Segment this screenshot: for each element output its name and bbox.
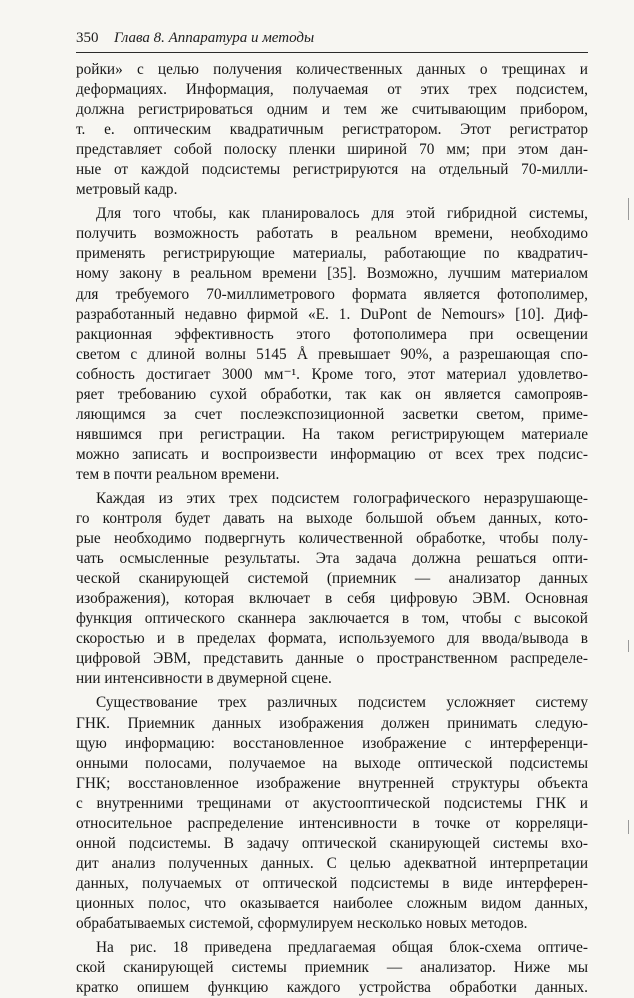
text-line: светом с длиной волны 5145 Å превышает 90%, а разрешающая спо- [76, 345, 588, 363]
text-line: обрабатываемых системой, сформулируем несколько новых методов. [76, 914, 528, 932]
text-line: дит анализ полученных данных. С целью адекватной интерпретации [76, 854, 588, 872]
text-line: онными полосами, получаемое на выходе оптической подсистемы [76, 754, 588, 772]
page-number: 350 [76, 30, 99, 46]
paragraph-2 [76, 204, 588, 485]
text-line: щую информацию: восстановленное изображение с интерференци- [76, 734, 588, 752]
text-line: деформациях. Информация, получаемая от этих трех подсистем, [76, 81, 588, 99]
text-line: собность достигает 3000 мм⁻¹. Кроме того, этот материал удовлетво- [76, 365, 588, 383]
text-line: нии интенсивности в двумерной сцене. [76, 670, 332, 688]
text-line: применять регистрирующие материалы, работающие по квадратич- [76, 245, 588, 263]
running-head [76, 30, 596, 52]
text-line: Существование трех различных подсистем усложняет систему [96, 694, 588, 712]
scan-edge-mark [628, 820, 629, 834]
paragraph-3 [76, 489, 588, 689]
text-line: с внутренними трещинами от акустооптической подсистемы ГНК и [76, 794, 588, 812]
text-line: относительное распределение интенсивности в точке от корреляци- [76, 814, 588, 832]
text-line: цифровой ЭВМ, представить данные о пространственном распределе- [76, 650, 588, 668]
scan-edge-mark [628, 640, 629, 652]
header-rule [76, 52, 588, 53]
text-line: ционных полос, что оказывается наиболее сложным видом данных, [76, 894, 588, 912]
text-line: ряет требованию сухой обработки, так как он является самопрояв- [76, 385, 588, 403]
text-line: Каждая из этих трех подсистем голографического неразрушающе- [96, 489, 588, 507]
text-line: Для того чтобы, как планировалось для этой гибридной системы, [96, 205, 588, 223]
paragraph-5 [76, 938, 588, 998]
text-line: нявшимся при регистрации. На таком регистрирующем материале [76, 425, 588, 443]
text-line: онной подсистемы. В задачу оптической сканирующей системы вхо- [76, 834, 588, 852]
text-line: т. е. оптическим квадратичным регистратором. Этот регистратор [76, 121, 588, 139]
text-line: для требуемого 70-миллиметрового формата является фотополимер, [76, 285, 588, 303]
scan-edge-mark [628, 198, 629, 220]
text-line: получить возможность работать в реальном времени, необходимо [76, 225, 588, 243]
text-line: ской сканирующей системы приемник — анализатор. Ниже мы [76, 959, 588, 977]
chapter-title: Глава 8. Аппаратура и методы [114, 30, 315, 46]
text-line: ческой сканирующей системой (приемник — анализатор данных [76, 570, 588, 588]
text-line: го контроля будет давать на выходе большой объем данных, кото- [76, 510, 588, 528]
text-line: можно записать и воспроизвести информацию от всех трех подсис- [76, 445, 588, 463]
body-text [76, 60, 588, 998]
text-line: кратко опишем функцию каждого устройства обработки данных. [76, 979, 588, 997]
text-line: ные от каждой подсистемы регистрируются на отдельный 70-милли- [76, 161, 588, 179]
text-line: На рис. 18 приведена предлагаемая общая блок-схема оптиче- [96, 939, 588, 957]
text-line: метровый кадр. [76, 181, 178, 199]
paragraph-4 [76, 693, 588, 934]
text-line: чать осмысленные результаты. Эта задача должна решаться опти- [76, 550, 588, 568]
text-line: представляет собой полоску пленки шириной 70 мм; при этом дан- [76, 141, 588, 159]
text-line: разработанный недавно фирмой «E. 1. DuPont de Nemours» [10]. Диф- [76, 305, 588, 323]
text-line: ГНК; восстановленное изображение внутренней структуры объекта [76, 774, 588, 792]
text-line: функция оптического сканнера заключается в том, чтобы с высокой [76, 610, 588, 628]
text-line: ному закону в реальном времени [35]. Возможно, лучшим материалом [76, 265, 588, 283]
text-line: рые необходимо подвергнуть количественной обработке, чтобы полу- [76, 530, 588, 548]
text-line: скоростью и в пределах формата, используемого для ввода/вывода в [76, 630, 588, 648]
text-line: тем в почти реальном времени. [76, 465, 280, 483]
text-line: ляющимся за счет послеэкспозиционной засветки светом, приме- [76, 405, 588, 423]
text-line: ГНК. Приемник данных изображения должен принимать следую- [76, 714, 588, 732]
paragraph-1 [76, 60, 588, 200]
text-line: должна регистрироваться одним и тем же считывающим прибором, [76, 101, 588, 119]
text-line: изображения), которая включает в себя цифровую ЭВМ. Основная [76, 590, 588, 608]
text-line: данных, получаемых от оптической подсистемы в виде интерферен- [76, 874, 588, 892]
text-line: ройки» с целью получения количественных данных о трещинах и [76, 61, 588, 78]
text-line: ракционная эффективность этого фотополимера при освещении [76, 325, 588, 343]
